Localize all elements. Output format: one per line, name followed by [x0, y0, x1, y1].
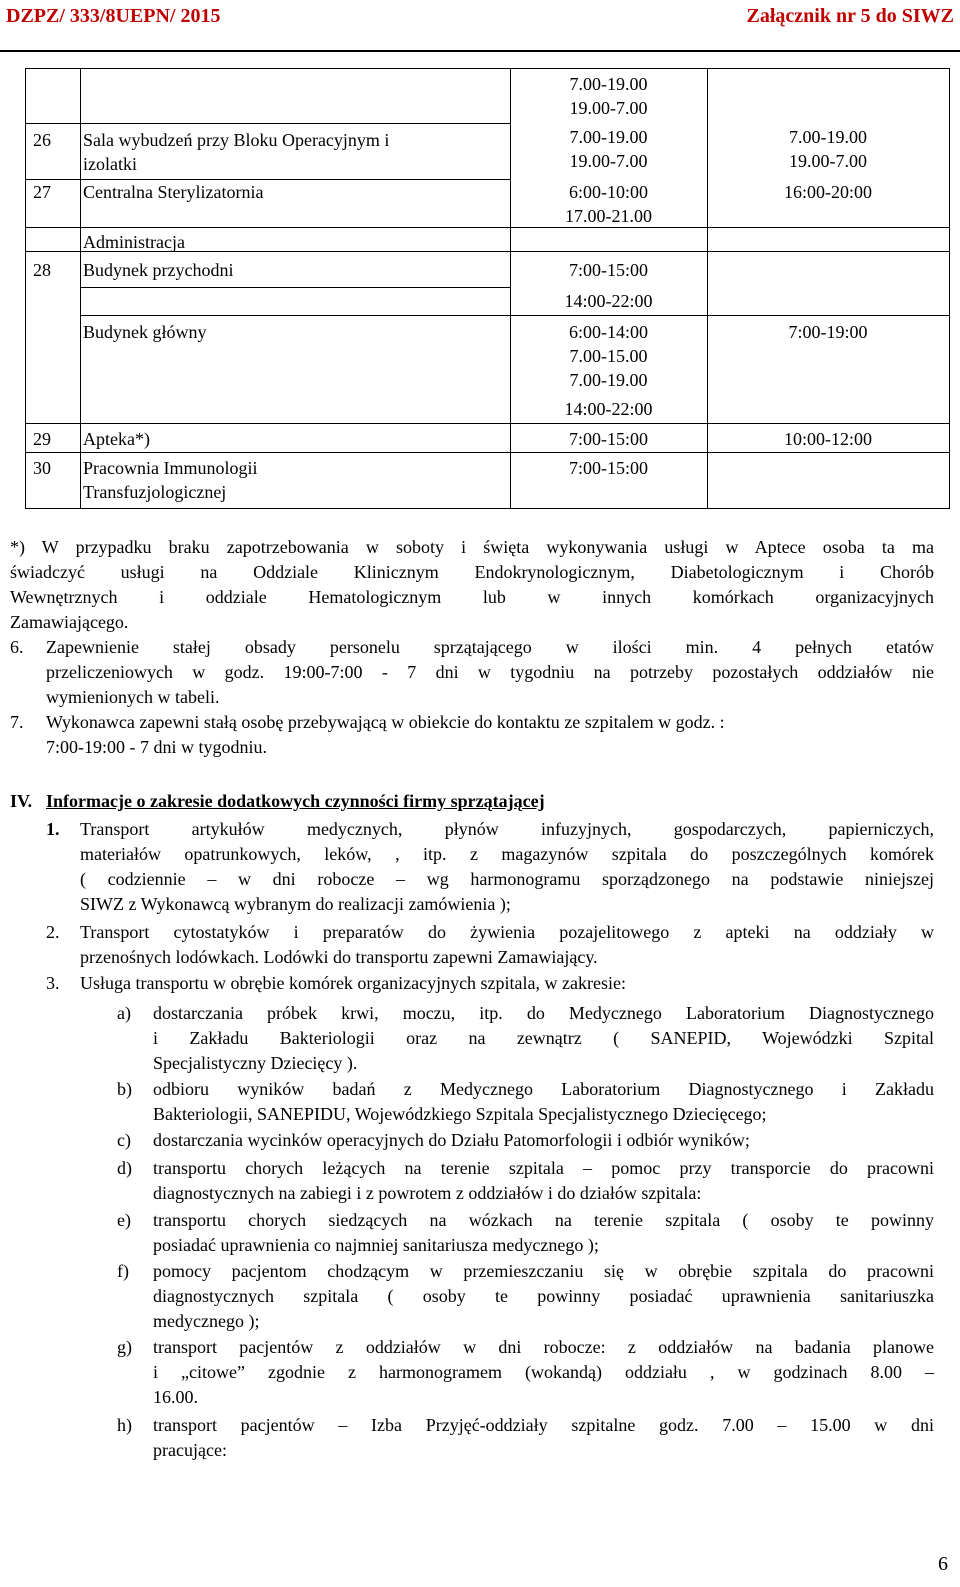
document-reference: DZPZ/ 333/8UEPN/ 2015 — [6, 5, 221, 27]
section-title: Informacje o zakresie dodatkowych czynności firmy sprzątającej — [46, 791, 545, 811]
unit-name: Apteka*) — [83, 429, 150, 449]
hours: 19.00-7.00 — [569, 98, 648, 118]
attachment-label: Załącznik nr 5 do SIWZ — [746, 5, 954, 27]
row-number: 26 — [33, 130, 51, 150]
hours: 17.00-21.00 — [565, 206, 652, 226]
unit-name: Budynek główny — [83, 322, 207, 342]
schedule-table — [25, 68, 950, 509]
unit-name: Transfuzjologicznej — [83, 482, 227, 502]
row-number: 30 — [33, 458, 51, 478]
hours: 19.00-7.00 — [789, 151, 867, 171]
unit-name: Sala wybudzeń przy Bloku Operacyjnym i — [83, 130, 390, 150]
hours: 14:00-22:00 — [564, 399, 653, 419]
row-number: 29 — [33, 429, 51, 449]
hours: 16:00-20:00 — [784, 182, 872, 202]
unit-name: Centralna Sterylizatornia — [83, 182, 264, 202]
hours: 10:00-12:00 — [784, 429, 872, 449]
unit-name: izolatki — [83, 154, 137, 174]
section-number: IV. — [10, 791, 33, 811]
point-number: 7. — [10, 712, 24, 732]
hours: 6:00-14:00 — [569, 322, 648, 342]
hours: 6:00-10:00 — [569, 182, 648, 202]
page-number: 6 — [938, 1553, 948, 1575]
hours: 7:00-15:00 — [569, 458, 648, 478]
hours: 7.00-19.00 — [569, 370, 648, 390]
point-number: 6. — [10, 637, 24, 657]
hours: 7:00-19:00 — [788, 322, 868, 342]
hours: 7:00-15:00 — [569, 260, 648, 280]
section-label: Administracja — [83, 232, 185, 252]
row-number: 27 — [33, 182, 51, 202]
hours: 19.00-7.00 — [569, 151, 648, 171]
hours: 14:00-22:00 — [564, 291, 653, 311]
hours: 7.00-15.00 — [569, 346, 648, 366]
unit-name: Pracownia Immunologii — [83, 458, 258, 478]
hours: 7.00-19.00 — [569, 74, 648, 94]
unit-name: Budynek przychodni — [83, 260, 234, 280]
row-number: 28 — [33, 260, 51, 280]
hours: 7.00-19.00 — [569, 127, 648, 147]
hours: 7:00-15:00 — [569, 429, 648, 449]
hours: 7.00-19.00 — [789, 127, 867, 147]
page-header — [0, 0, 960, 52]
